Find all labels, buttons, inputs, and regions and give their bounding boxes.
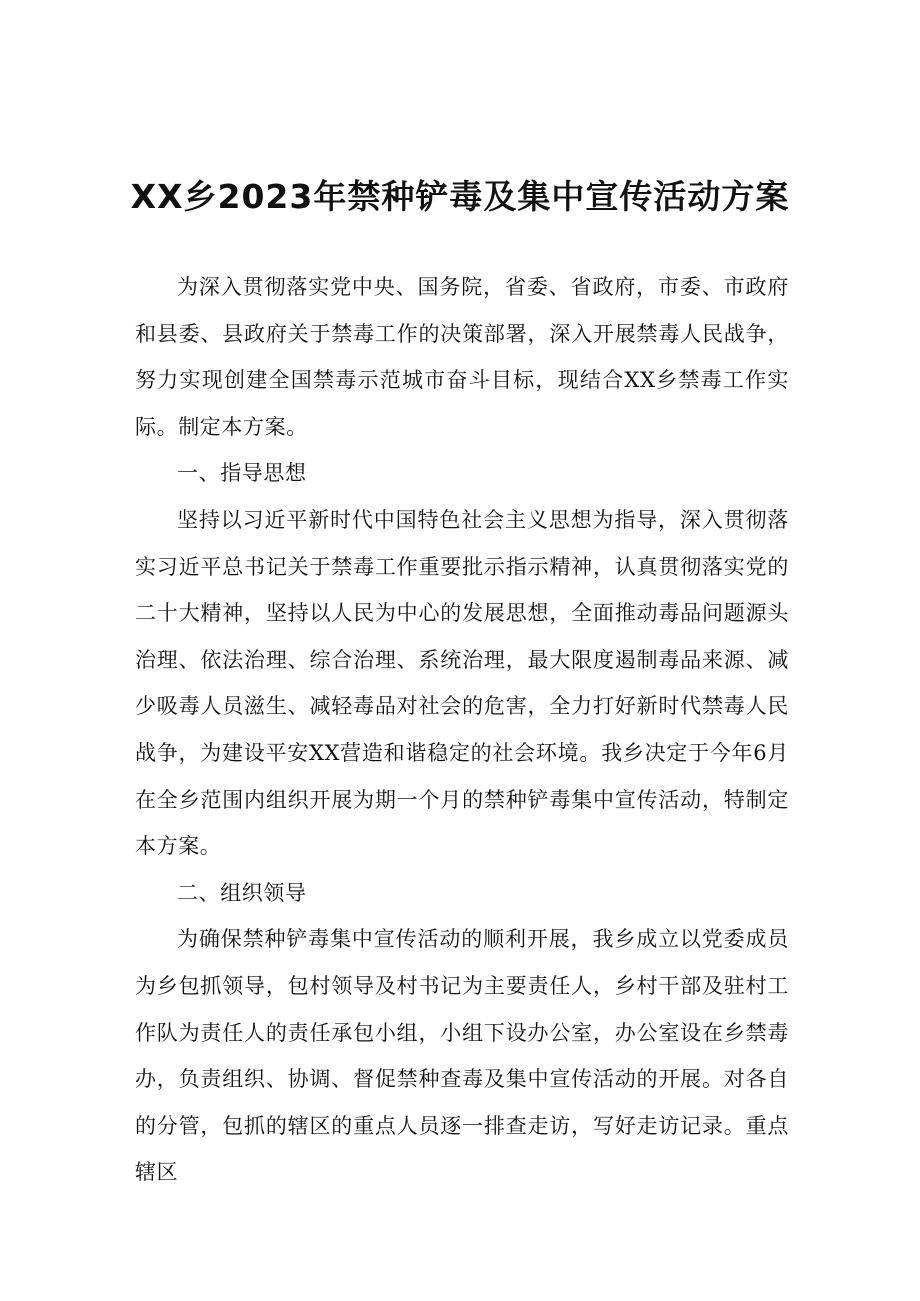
section-text-guiding-ideology: 坚持以习近平新时代中国特色社会主义思想为指导，深入贯彻落实习近平总书记关于禁毒工作重要批示指示精神，认真贯彻落实党的二十大精神，坚持以人民为中心的发展思想，全面推动毒品问题源头治理、依法治理、综合治理、系统治理，最大限度遏制毒品来源、减少吸毒人员滋生、减轻毒品对社会的危害，全力打好新时代禁毒人民战争，为建设平安XX营造和谐稳定的社会环境。我乡决定于今年6月在全乡范围内组织开展为期一个月的禁种铲毒集中宣传活动，特制定本方案。 bbox=[135, 507, 789, 859]
section-text-organization: 为确保禁种铲毒集中宣传活动的顺利开展，我乡成立以党委成员为乡包抓领导，包村领导及村书记为主要责任人，乡村干部及驻村工作队为责任人的责任承包小组，小组下设办公室，办公室设在乡禁毒办，负责组织、协调、督促禁种查毒及集中宣传活动的开展。对各自的分管，包抓的辖区的重点人员逐一排查走访，写好走访记录。重点辖区 bbox=[135, 927, 789, 1185]
document-title: XX乡2023年禁种铲毒及集中宣传活动方案 bbox=[130, 177, 790, 216]
section-heading-guiding-ideology: 一、指导思想 bbox=[177, 461, 307, 486]
section-heading-organization: 二、组织领导 bbox=[177, 880, 307, 905]
document-body bbox=[135, 264, 789, 1196]
intro-paragraph: 为深入贯彻落实党中央、国务院，省委、省政府，市委、市政府和县委、县政府关于禁毒工作的决策部署，深入开展禁毒人民战争，努力实现创建全国禁毒示范城市奋斗目标，现结合XX乡禁毒工作实际。制定本方案。 bbox=[135, 275, 789, 439]
